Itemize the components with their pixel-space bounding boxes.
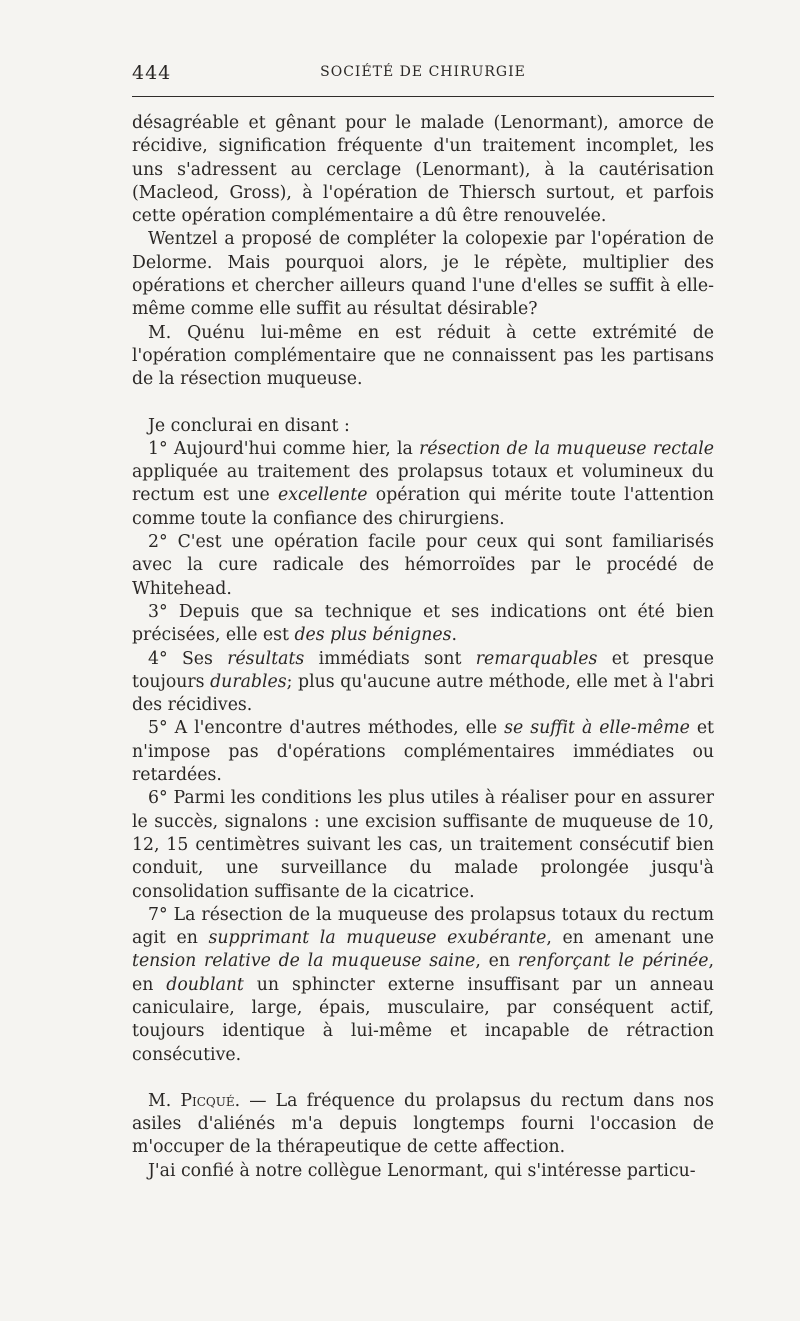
speaker-name: M. Picqué. (148, 1090, 241, 1111)
body-text (132, 112, 714, 1183)
conclusion-6: 6° Parmi les conditions les plus utiles à réaliser pour en assurer le succès, signalons : une excision suffisante de muqueuse de 10, 12, 15 centimètres suivant les cas, un traitement consécutif bien conduit, une surveillance du malade prolongée jusqu'à consolidation suffisante de la cicatrice. (132, 788, 714, 902)
page-number: 444 (132, 62, 172, 84)
paragraph-wentzel: Wentzel a proposé de compléter la colopexie par l'opération de Delorme. Mais pourquoi alors, je le répète, multiplier des opérations et chercher ailleurs quand l'une d'elles se suffit à elle-même comme elle suffit au résultat désirable? (132, 229, 714, 320)
paragraph-continuation: désagréable et gênant pour le malade (Lenormant), amorce de récidive, signification fréquente d'un traitement incomplet, les uns s'adressent au cerclage (Lenormant), à la cautérisation (Macleod, Gross), à l'opération de Thiersch surtout, et parfois cette opération complémentaire a dû être renouvelée. (132, 113, 714, 227)
paragraph-picque: M. Picqué. — La fréquence du prolapsus du rectum dans nos asiles d'aliénés m'a depuis longtemps fourni l'occasion de m'occuper de la thérapeutique de cette affection. (132, 1090, 715, 1158)
paragraph-gap (132, 1067, 714, 1090)
conclusion-4: 4° Ses résultats immédiats sont remarquables et presque toujours durables; plus qu'aucune autre méthode, elle met à l'abri des récidives. (132, 648, 715, 716)
running-head: SOCIÉTÉ DE CHIRURGIE (320, 64, 526, 80)
paragraph-final: J'ai confié à notre collègue Lenormant, qui s'intéresse particu- (148, 1160, 696, 1181)
header-rule (132, 96, 714, 97)
conclusion-5: 5° A l'encontre d'autres méthodes, elle se suffit à elle-même et n'impose pas d'opérations complémentaires immédiates ou retardées. (132, 718, 714, 786)
conclusion-3: 3° Depuis que sa technique et ses indications ont été bien précisées, elle est des plus bénignes. (132, 601, 714, 646)
conclusion-7: 7° La résection de la muqueuse des prolapsus totaux du rectum agit en supprimant la muqueuse exubérante, en amenant une tension relative de la muqueuse saine, en renforçant le périnée, en doublant un sphincter externe insuffisant par un anneau caniculaire, large, épais, musculaire, par conséquent actif, toujours identique à lui-même et incapable de rétraction consécutive. (132, 904, 715, 1065)
paragraph-conclusion-intro: Je conclurai en disant : (148, 415, 350, 436)
conclusion-2: 2° C'est une opération facile pour ceux qui sont familiarisés avec la cure radicale des hémorroïdes par le procédé de Whitehead. (132, 532, 714, 599)
paragraph-gap (132, 392, 714, 415)
conclusion-1: 1° Aujourd'hui comme hier, la résection de la muqueuse rectale appliquée au traitement des prolapsus totaux et volumineux du rectum est une excellente opération qui mérite toute l'attention comme toute la confiance des chirurgiens. (132, 438, 714, 529)
paragraph-quenu: M. Quénu lui-même en est réduit à cette extrémité de l'opération complémentaire que ne connaissent pas les partisans de la résection muqueuse. (132, 322, 714, 390)
page-header (132, 58, 714, 98)
